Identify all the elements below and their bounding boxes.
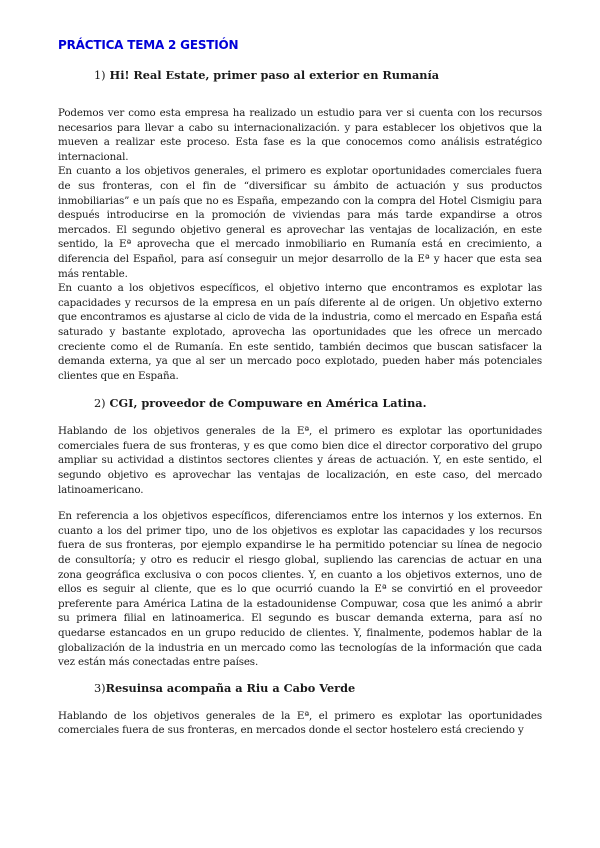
paragraph: En referencia a los objetivos específicos, diferenciamos entre los internos y los externos. En cuanto a los del primer tipo, uno de los objetivos es explotar las capacidades y los recursos fuera de sus fronteras, por ejemplo expandirse le ha permitido potenciar su línea de negocio de consultoría; y otro es reducir el riesgo global, supliendo las carencias de actuar en una zona geográfica exclusiva o con pocos clientes. Y, en cuanto a los objetivos externos, uno de ellos es seguir al cliente, que es lo que ocurrió cuando la Eª se convirtió en el proveedor preferente para América Latina de la estadounidense Compuwar, cosa que les animó a abrir su primera filial en latinoamerica. El segundo es buscar demanda externa, para así no quedarse estancados en un grupo reducido de clientes. Y, finalmente, podemos hablar de la globalización de la industria en un mercado como las tecnologías de la información que cada vez están más conectadas entre países. [58, 510, 542, 669]
section-title: Hi! Real Estate, primer paso al exterior en Rumanía [109, 68, 440, 82]
paragraph: Hablando de los objetivos generales de la Eª, el primero es explotar las oportunidades comerciales fuera de sus fronteras, en mercados donde el sector hostelero está creciendo y [58, 709, 542, 737]
section-heading-1 [94, 67, 542, 84]
section-number: 1) [94, 69, 106, 82]
section-heading-3 [94, 680, 542, 697]
paragraph: En cuanto a los objetivos generales, el primero es explotar oportunidades comerciales fuera de sus fronteras, con el fin de “diversificar su ámbito de actuación y sus productos inmobiliarias” e un país que no es España, empezando con la compra del Hotel Cismigiu para después introducirse en la promoción de viviendas para más tarde expandirse a otros mercados. El segundo objetivo general es aprovechar las ventajas de localización, en este sentido, la Eª aprovecha que el mercado inmobiliario en Rumanía está en crecimiento, a diferencia del Español, para así conseguir un mejor desarrollo de la Eª y hacer que esta sea más rentable. [58, 165, 542, 280]
document-title: PRÁCTICA TEMA 2 GESTIÓN [58, 38, 239, 52]
section-title: CGI, proveedor de Compuware en América Latina. [109, 396, 427, 411]
paragraph: Podemos ver como esta empresa ha realizado un estudio para ver si cuenta con los recursos necesarios para llevar a cabo su internacionalización. y para establecer los objetivos que la mueven a realizar este proceso. Esta fase es la que conocemos como análisis estratégico internacional. [58, 107, 542, 163]
section-number: 3) [94, 681, 106, 695]
section-number: 2) [94, 397, 106, 411]
section-heading-2 [94, 395, 542, 412]
paragraph: Hablando de los objetivos generales de la Eª, el primero es explotar las oportunidades comerciales fuera de sus fronteras, y es que como bien dice el director corporativo del grupo ampliar su actividad a distintos sectores clientes y áreas de actuación. Y, en este sentido, el segundo objetivo es aprovechar las ventajas de localización, en este caso, del mercado latinoamericano. [58, 425, 542, 496]
paragraph: En cuanto a los objetivos específicos, el objetivo interno que encontramos es explotar las capacidades y recursos de la empresa en un país diferente al de origen. Un objetivo externo que encontramos es ajustarse al ciclo de vida de la industria, como el mercado en España está saturado y bastante explotado, aprovecha las oportunidades que les ofrece un mercado creciente como el de Rumanía. En este sentido, también decimos que buscan satisfacer la demanda externa, ya que al ser un mercado poco explotado, pueden haber más potenciales clientes que en España. [58, 282, 542, 382]
section-title: Resuinsa acompaña a Riu a Cabo Verde [105, 680, 356, 695]
